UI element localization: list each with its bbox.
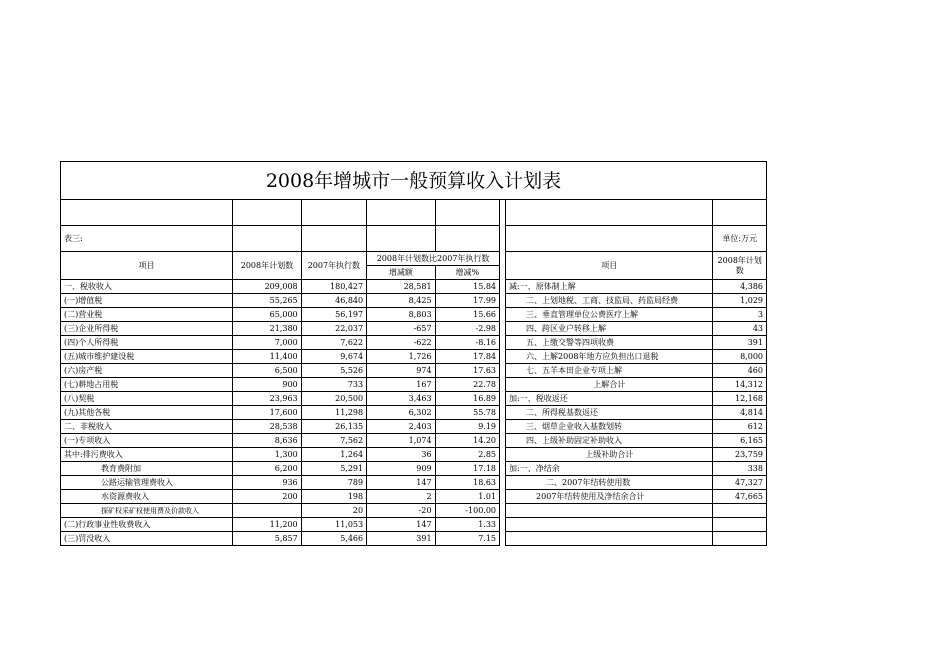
change-amount-cell: 28,581 [367, 280, 435, 294]
table-label: 表三: [61, 226, 233, 252]
change-amount-cell: 391 [367, 532, 435, 546]
table-row [61, 336, 767, 350]
right-item-cell: 四、跨区业户转移上解 [506, 322, 713, 336]
header-right-item: 项目 [506, 252, 713, 280]
header-change-amount: 增减额 [367, 266, 435, 280]
table-row [61, 420, 767, 434]
change-amount-cell: 3,463 [367, 392, 435, 406]
exec-2007-cell: 46,840 [301, 294, 366, 308]
change-amount-cell: 1,726 [367, 350, 435, 364]
plan-2008-cell: 936 [233, 476, 301, 490]
right-item-cell: 七、五羊本田企业专项上解 [506, 364, 713, 378]
left-item-cell: (五)城市维护建设税 [61, 350, 233, 364]
change-amount-cell: 2 [367, 490, 435, 504]
right-item-cell [506, 504, 713, 518]
table-row [61, 462, 767, 476]
right-item-cell: 减:一、原体制上解 [506, 280, 713, 294]
table-row [61, 294, 767, 308]
table-row [61, 448, 767, 462]
change-pct-cell: -100.00 [435, 504, 499, 518]
right-plan-cell: 4,386 [713, 280, 767, 294]
plan-2008-cell: 1,300 [233, 448, 301, 462]
right-plan-cell: 8,000 [713, 350, 767, 364]
plan-2008-cell: 17,600 [233, 406, 301, 420]
exec-2007-cell: 733 [301, 378, 366, 392]
right-plan-cell: 612 [713, 420, 767, 434]
header-row-1 [61, 252, 767, 266]
right-item-cell: 上解合计 [506, 378, 713, 392]
plan-2008-cell: 11,200 [233, 518, 301, 532]
change-amount-cell: 1,074 [367, 434, 435, 448]
plan-2008-cell: 7,000 [233, 336, 301, 350]
table-row [61, 364, 767, 378]
change-pct-cell: 17.84 [435, 350, 499, 364]
change-amount-cell: 8,425 [367, 294, 435, 308]
right-item-cell: 二、上划地税、工商、技监局、药监局经费 [506, 294, 713, 308]
plan-2008-cell: 8,636 [233, 434, 301, 448]
table-row [61, 406, 767, 420]
right-item-cell: 加:一、净结余 [506, 462, 713, 476]
change-amount-cell: 6,302 [367, 406, 435, 420]
left-item-cell: 二、非税收入 [61, 420, 233, 434]
exec-2007-cell: 5,466 [301, 532, 366, 546]
change-amount-cell: -20 [367, 504, 435, 518]
change-pct-cell: 15.84 [435, 280, 499, 294]
right-item-cell [506, 532, 713, 546]
change-pct-cell: 22.78 [435, 378, 499, 392]
exec-2007-cell: 5,291 [301, 462, 366, 476]
exec-2007-cell: 198 [301, 490, 366, 504]
table-row [61, 308, 767, 322]
budget-table [60, 161, 767, 546]
right-plan-cell [713, 504, 767, 518]
change-pct-cell: 2.85 [435, 448, 499, 462]
right-plan-cell: 460 [713, 364, 767, 378]
change-amount-cell: 147 [367, 518, 435, 532]
right-plan-cell: 6,165 [713, 434, 767, 448]
right-plan-cell: 47,327 [713, 476, 767, 490]
left-item-cell: 其中:排污费收入 [61, 448, 233, 462]
change-amount-cell: -622 [367, 336, 435, 350]
change-amount-cell: 36 [367, 448, 435, 462]
right-item-cell [506, 518, 713, 532]
change-pct-cell: 16.89 [435, 392, 499, 406]
exec-2007-cell: 22,037 [301, 322, 366, 336]
exec-2007-cell: 56,197 [301, 308, 366, 322]
right-item-cell: 三、垂直管理单位公费医疗上解 [506, 308, 713, 322]
table-row [61, 434, 767, 448]
right-plan-cell: 12,168 [713, 392, 767, 406]
right-plan-cell: 14,312 [713, 378, 767, 392]
left-item-cell: 探矿权采矿权使用费及价款收入 [61, 504, 233, 518]
change-pct-cell: 17.99 [435, 294, 499, 308]
change-amount-cell: -657 [367, 322, 435, 336]
right-item-cell: 四、上级补助固定补助收入 [506, 434, 713, 448]
plan-2008-cell: 200 [233, 490, 301, 504]
change-amount-cell: 8,803 [367, 308, 435, 322]
right-item-cell: 二、所得税基数返还 [506, 406, 713, 420]
left-item-cell: (七)耕地占用税 [61, 378, 233, 392]
table-row [61, 280, 767, 294]
right-item-cell: 上级补助合计 [506, 448, 713, 462]
plan-2008-cell: 55,265 [233, 294, 301, 308]
change-pct-cell: 9.19 [435, 420, 499, 434]
exec-2007-cell: 20 [301, 504, 366, 518]
plan-2008-cell: 6,200 [233, 462, 301, 476]
right-item-cell: 三、烟草企业收入基数划转 [506, 420, 713, 434]
right-plan-cell [713, 518, 767, 532]
table-row [61, 518, 767, 532]
change-amount-cell: 2,403 [367, 420, 435, 434]
change-pct-cell: 7.15 [435, 532, 499, 546]
left-item-cell: 公路运输管理费收入 [61, 476, 233, 490]
page-title: 2008年增城市一般预算收入计划表 [61, 162, 767, 200]
exec-2007-cell: 180,427 [301, 280, 366, 294]
label-row [61, 226, 767, 252]
plan-2008-cell: 28,538 [233, 420, 301, 434]
change-pct-cell: 18.63 [435, 476, 499, 490]
right-plan-cell: 3 [713, 308, 767, 322]
change-pct-cell: 15.66 [435, 308, 499, 322]
table-row [61, 504, 767, 518]
table-row [61, 392, 767, 406]
right-plan-cell: 23,759 [713, 448, 767, 462]
left-item-cell: (二)行政事业性收费收入 [61, 518, 233, 532]
right-item-cell: 五、上缴交警等四项收费 [506, 336, 713, 350]
exec-2007-cell: 5,526 [301, 364, 366, 378]
unit-label: 单位:万元 [713, 226, 767, 252]
left-item-cell: 一、税收收入 [61, 280, 233, 294]
header-right-plan: 2008年计划数 [713, 252, 767, 280]
exec-2007-cell: 20,500 [301, 392, 366, 406]
change-amount-cell: 167 [367, 378, 435, 392]
header-compare: 2008年计划数比2007年执行数 [367, 252, 500, 266]
change-pct-cell: 17.18 [435, 462, 499, 476]
left-item-cell: (六)房产税 [61, 364, 233, 378]
plan-2008-cell: 6,500 [233, 364, 301, 378]
exec-2007-cell: 11,298 [301, 406, 366, 420]
plan-2008-cell: 11,400 [233, 350, 301, 364]
right-plan-cell: 43 [713, 322, 767, 336]
plan-2008-cell: 23,963 [233, 392, 301, 406]
change-amount-cell: 147 [367, 476, 435, 490]
left-item-cell: (三)企业所得税 [61, 322, 233, 336]
right-item-cell: 2007年结转使用及净结余合计 [506, 490, 713, 504]
plan-2008-cell: 900 [233, 378, 301, 392]
plan-2008-cell [233, 504, 301, 518]
change-amount-cell: 909 [367, 462, 435, 476]
change-pct-cell: 17.63 [435, 364, 499, 378]
exec-2007-cell: 9,674 [301, 350, 366, 364]
plan-2008-cell: 209,008 [233, 280, 301, 294]
exec-2007-cell: 7,622 [301, 336, 366, 350]
exec-2007-cell: 1,264 [301, 448, 366, 462]
change-pct-cell: 1.01 [435, 490, 499, 504]
right-item-cell: 六、上解2008年地方应负担出口退税 [506, 350, 713, 364]
left-item-cell: (二)营业税 [61, 308, 233, 322]
header-change-pct: 增减% [435, 266, 499, 280]
change-pct-cell: -2.98 [435, 322, 499, 336]
left-item-cell: (一)专项收入 [61, 434, 233, 448]
left-item-cell: (八)契税 [61, 392, 233, 406]
left-item-cell: 水资源费收入 [61, 490, 233, 504]
change-pct-cell: 1.33 [435, 518, 499, 532]
table-row [61, 378, 767, 392]
table-row [61, 322, 767, 336]
right-plan-cell [713, 532, 767, 546]
table-row [61, 350, 767, 364]
blank-row [61, 200, 767, 226]
left-item-cell: (四)个人所得税 [61, 336, 233, 350]
plan-2008-cell: 21,380 [233, 322, 301, 336]
exec-2007-cell: 789 [301, 476, 366, 490]
change-pct-cell: -8.16 [435, 336, 499, 350]
right-plan-cell: 1,029 [713, 294, 767, 308]
header-item: 项目 [61, 252, 233, 280]
table-row [61, 476, 767, 490]
right-item-cell: 二、2007年结转使用数 [506, 476, 713, 490]
exec-2007-cell: 26,135 [301, 420, 366, 434]
exec-2007-cell: 7,562 [301, 434, 366, 448]
right-plan-cell: 338 [713, 462, 767, 476]
right-plan-cell: 47,665 [713, 490, 767, 504]
header-exec-2007: 2007年执行数 [301, 252, 366, 280]
header-plan-2008: 2008年计划数 [233, 252, 301, 280]
right-plan-cell: 4,814 [713, 406, 767, 420]
table-row [61, 490, 767, 504]
left-item-cell: 教育费附加 [61, 462, 233, 476]
change-pct-cell: 55.78 [435, 406, 499, 420]
change-amount-cell: 974 [367, 364, 435, 378]
left-item-cell: (九)其他各税 [61, 406, 233, 420]
table-row [61, 532, 767, 546]
plan-2008-cell: 5,857 [233, 532, 301, 546]
plan-2008-cell: 65,000 [233, 308, 301, 322]
change-pct-cell: 14.20 [435, 434, 499, 448]
exec-2007-cell: 11,053 [301, 518, 366, 532]
left-item-cell: (一)增值税 [61, 294, 233, 308]
right-item-cell: 加:一、税收返还 [506, 392, 713, 406]
left-item-cell: (三)罚没收入 [61, 532, 233, 546]
right-plan-cell: 391 [713, 336, 767, 350]
